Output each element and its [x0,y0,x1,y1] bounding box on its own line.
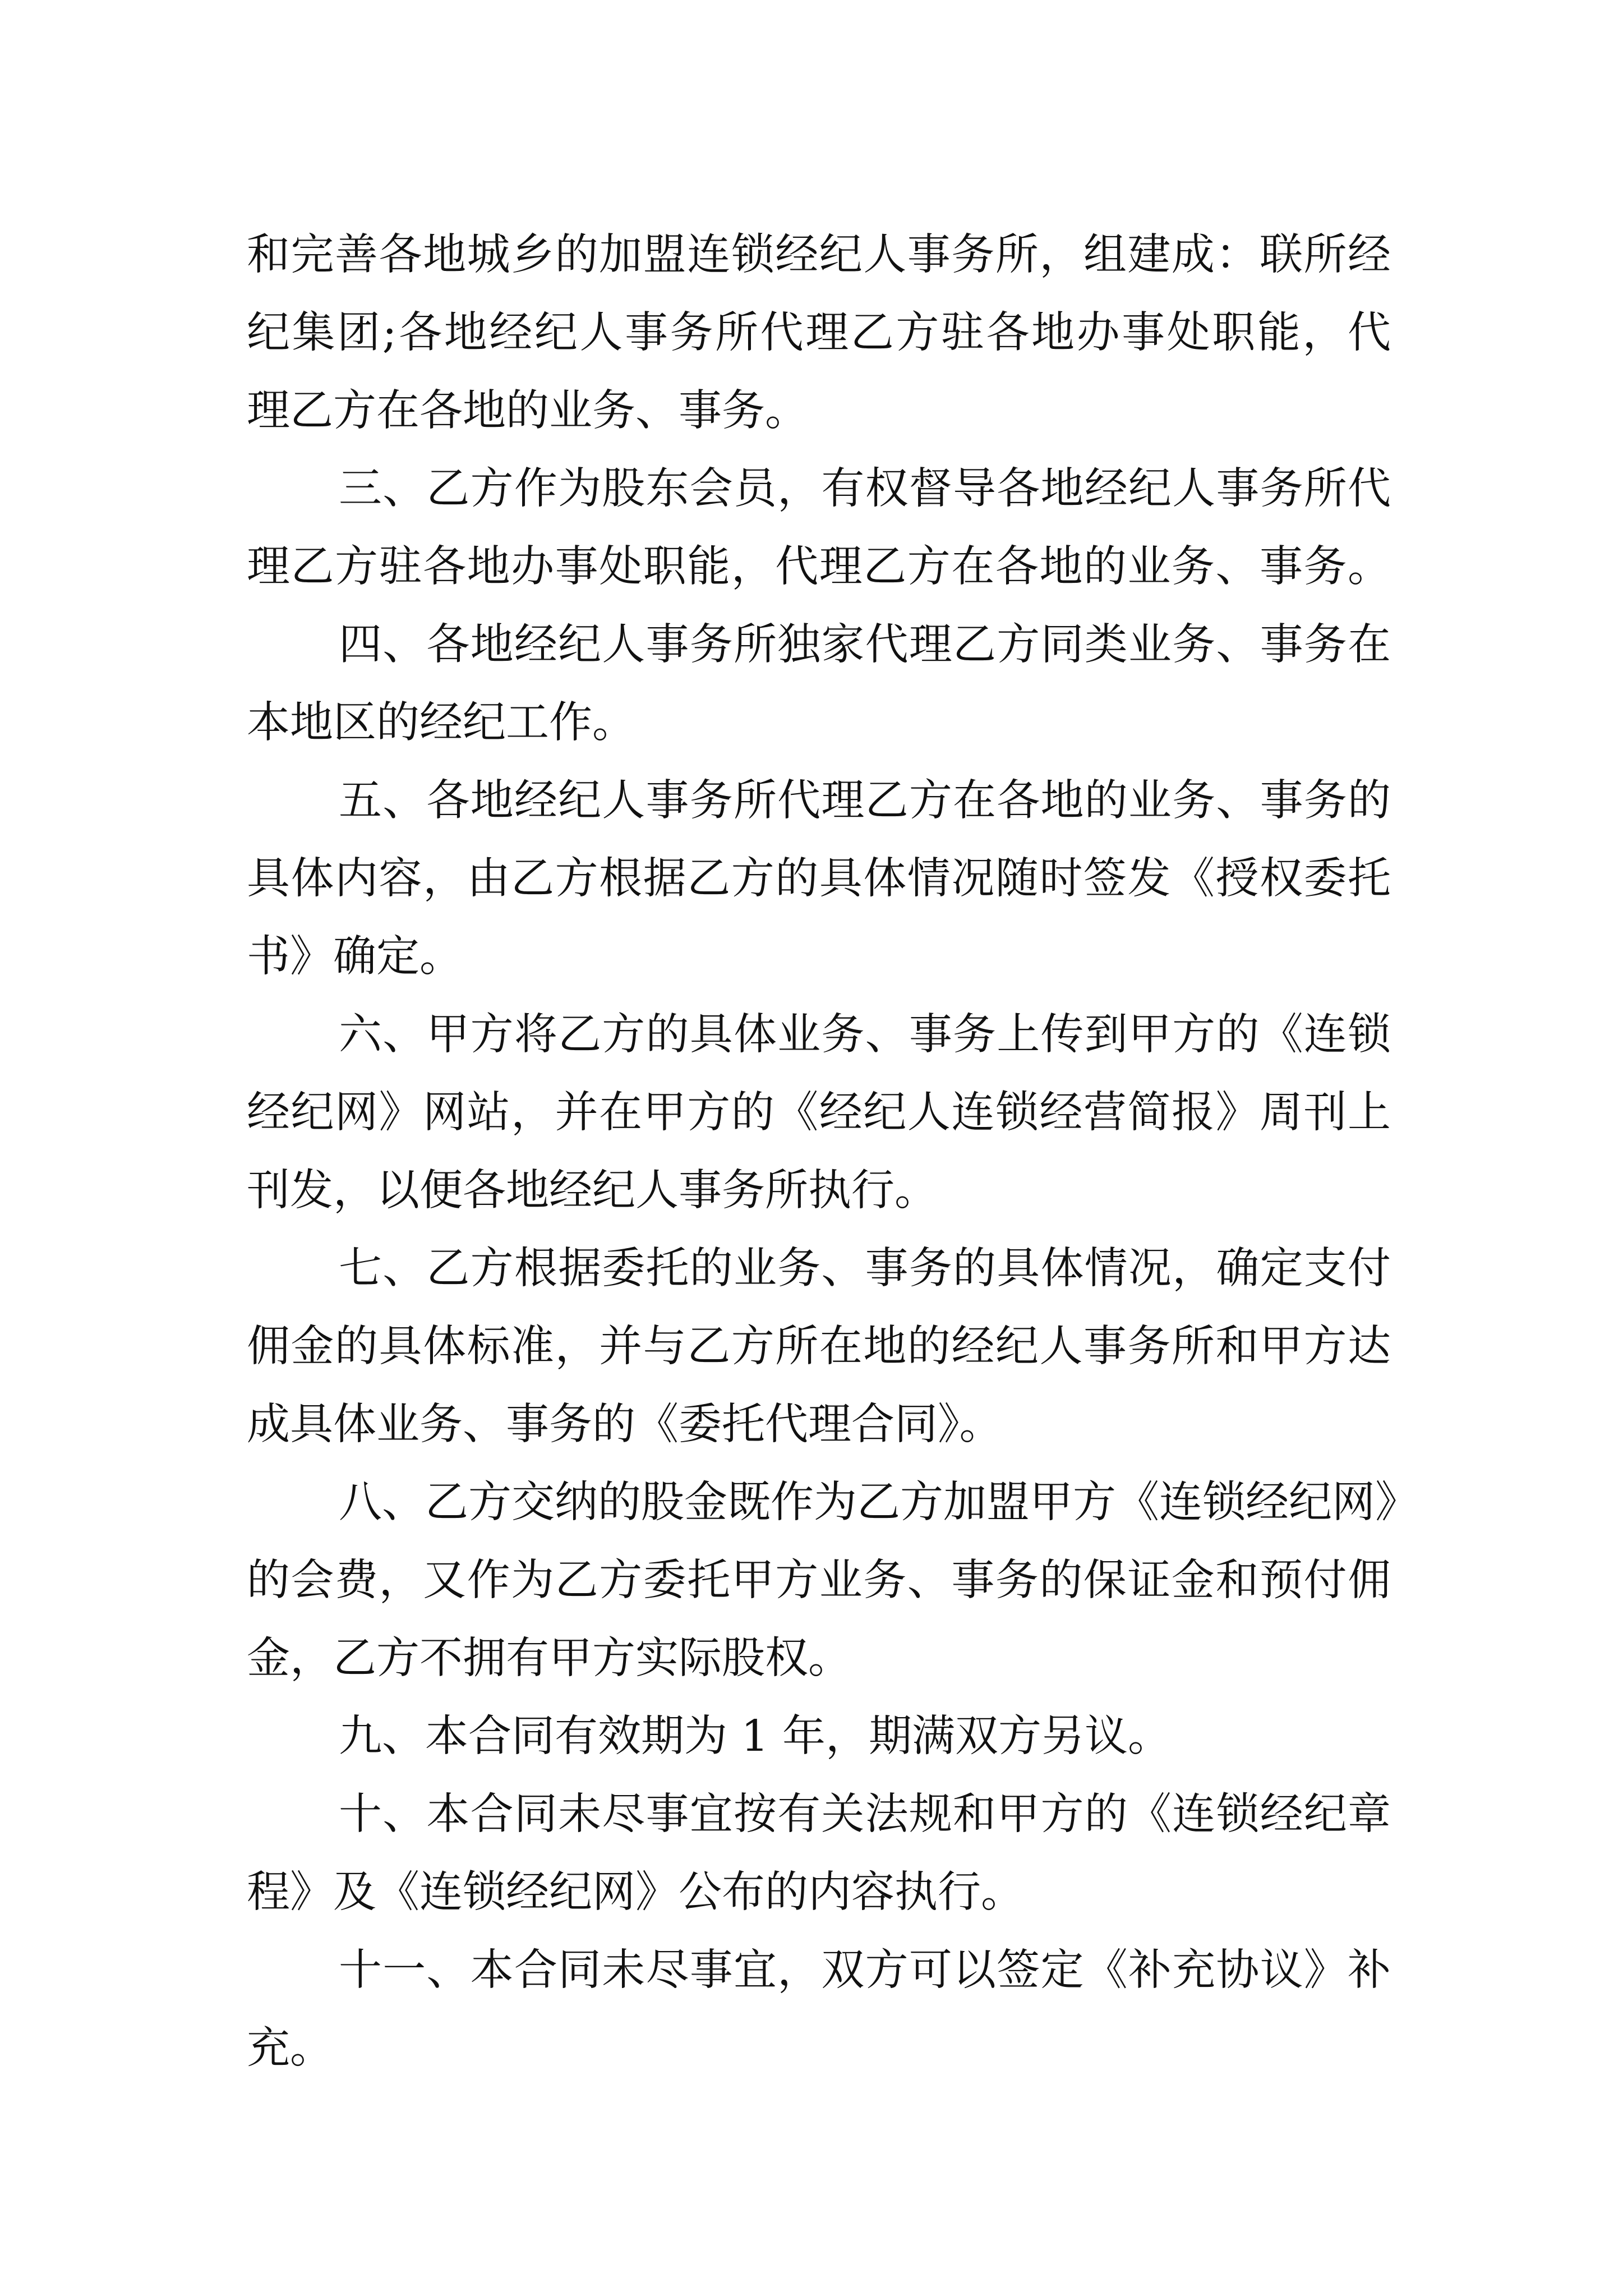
text-line: 刊发，以便各地经纪人事务所执行。 [247,1166,938,1216]
paragraph-clause-6 [247,996,1391,1230]
text-line: 三、乙方作为股东会员，有权督导各地经纪人事务所代 [339,464,1391,514]
paragraph-clause-3 [247,450,1391,606]
text-line: 六、甲方将乙方的具体业务、事务上传到甲方的《连锁 [339,1010,1391,1060]
paragraph-clause-8 [247,1464,1418,1697]
text-line: 十、本合同未尽事宜按有关法规和甲方的《连锁经纪章 [339,1789,1391,1839]
paragraph-clause-5 [247,762,1391,996]
text-line: 五、各地经纪人事务所代理乙方在各地的业务、事务的 [339,776,1391,826]
text-line: 具体内容，由乙方根据乙方的具体情况随时签发《授权委托 [247,854,1391,904]
paragraph-continuation [247,216,1391,450]
text-line: 充。 [247,2023,333,2073]
paragraph-clause-11 [247,1931,1391,2087]
paragraph-clause-7 [247,1230,1391,1464]
text-line: 理乙方驻各地办事处职能，代理乙方在各地的业务、事务。 [247,542,1391,592]
paragraph-clause-9 [247,1697,1391,1775]
text-line: 纪集团;各地经纪人事务所代理乙方驻各地办事处职能，代 [247,308,1391,358]
paragraph-clause-10 [247,1775,1391,1931]
text-line: 金，乙方不拥有甲方实际股权。 [247,1634,851,1683]
text-line: 理乙方在各地的业务、事务。 [247,386,808,436]
contract-body [247,216,1418,2087]
paragraph-clause-4 [247,606,1391,762]
text-line: 佣金的具体标准，并与乙方所在地的经纪人事务所和甲方达 [247,1322,1391,1372]
text-line: 十一、本合同未尽事宜，双方可以签定《补充协议》补 [339,1945,1391,1995]
text-line: 成具体业务、事务的《委托代理合同》。 [247,1400,1003,1450]
text-line: 的会费，又作为乙方委托甲方业务、事务的保证金和预付佣 [247,1556,1391,1605]
text-line: 七、乙方根据委托的业务、事务的具体情况，确定支付 [339,1244,1391,1294]
text-line: 和完善各地城乡的加盟连锁经纪人事务所，组建成：联所经 [247,230,1391,280]
text-line: 书》确定。 [247,932,463,982]
text-line: 经纪网》网站，并在甲方的《经纪人连锁经营简报》周刊上 [247,1088,1391,1138]
text-line: 九、本合同有效期为 1 年，期满双方另议。 [339,1711,1171,1761]
text-line: 程》及《连锁经纪网》公布的内容执行。 [247,1867,1024,1917]
text-line: 八、乙方交纳的股金既作为乙方加盟甲方《连锁经纪网》 [339,1478,1418,1527]
text-line: 本地区的经纪工作。 [247,698,635,748]
text-line: 四、各地经纪人事务所独家代理乙方同类业务、事务在 [339,620,1391,670]
